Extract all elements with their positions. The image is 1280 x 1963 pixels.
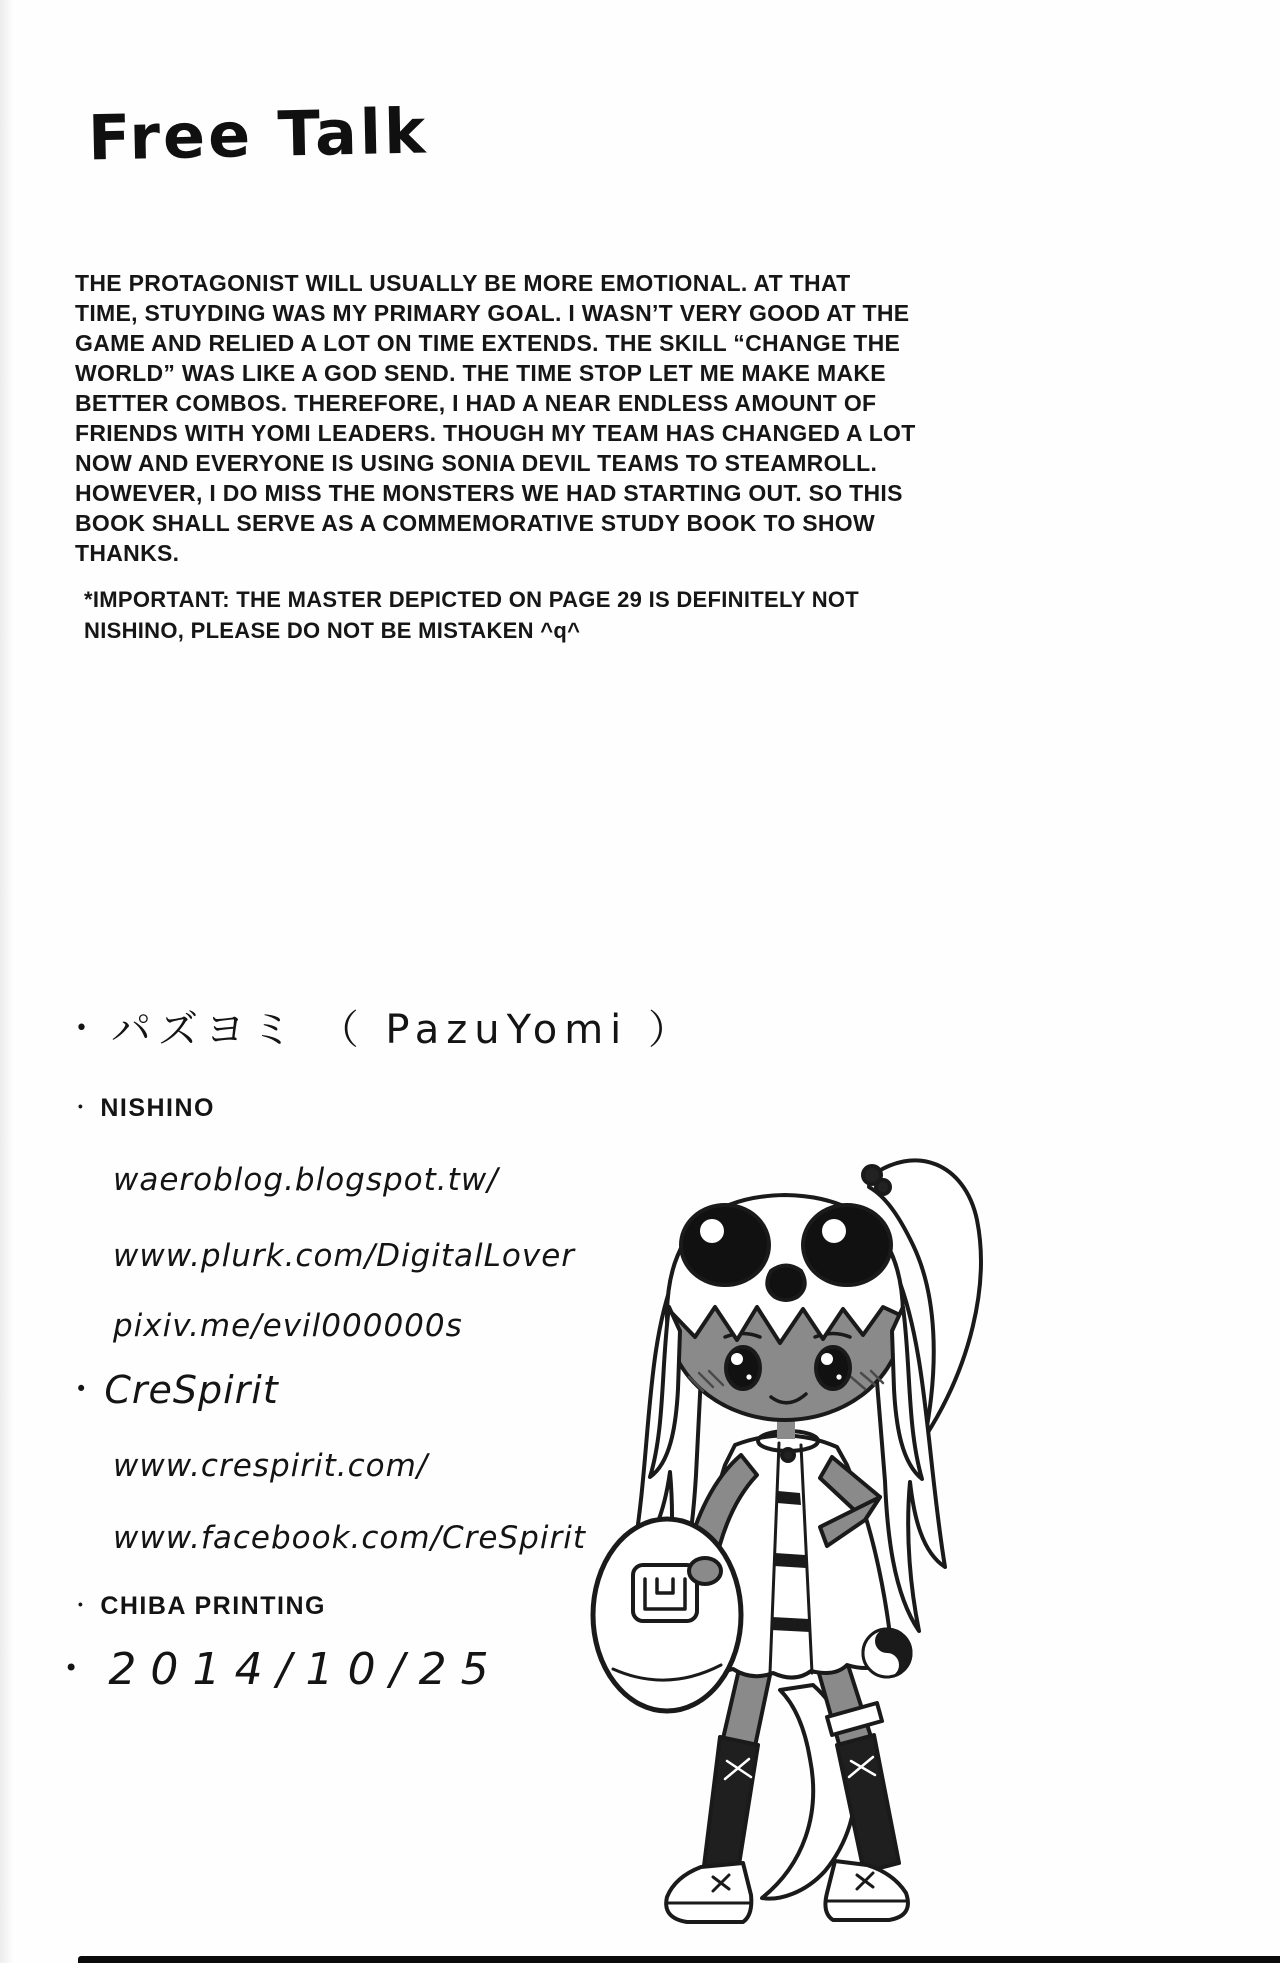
credit-url-blog: [113, 1162, 499, 1198]
bullet-dot-icon: •: [75, 1376, 89, 1401]
scan-edge-artifact: [78, 1956, 1280, 1963]
paragraph-line: NOW AND EVERYONE IS USING SONIA DEVIL TEAMS TO STEAMROLL.: [75, 450, 878, 476]
bullet-dot-icon: •: [78, 1099, 85, 1115]
paragraph-line: BOOK SHALL SERVE AS A COMMEMORATIVE STUDY BOOK TO SHOW THANKS.: [75, 510, 875, 566]
paragraph-line: WORLD” WAS LIKE A GOD SEND. THE TIME STOP LET ME MAKE MAKE: [75, 360, 886, 386]
credit-url-plurk: [113, 1238, 575, 1274]
credit-label: 2014/10/25: [108, 1644, 503, 1695]
credit-label: www.crespirit.com/: [113, 1448, 429, 1484]
paragraph-line: GAME AND RELIED A LOT ON TIME EXTENDS. THE SKILL “CHANGE THE: [75, 330, 901, 356]
panda-skull-hood: [667, 1195, 903, 1343]
egg-mascot: [593, 1519, 741, 1711]
credit-printer: [78, 1592, 326, 1621]
page-title: Free Talk: [87, 94, 430, 175]
free-talk-paragraph: [75, 268, 975, 568]
paragraph-line: TIME, STUYDING WAS MY PRIMARY GOAL. I WASN’T VERY GOOD AT THE: [75, 300, 910, 326]
credit-label: パズヨミ （ PazuYomi ）: [110, 1007, 695, 1053]
bullet-dot-icon: •: [78, 1597, 85, 1613]
credit-label: pixiv.me/evil000000s: [113, 1308, 463, 1344]
note-line: *IMPORTANT: THE MASTER DEPICTED ON PAGE 29 IS DEFINITELY NOT: [84, 587, 860, 612]
important-note: [84, 584, 924, 646]
bullet-dot-icon: •: [64, 1653, 93, 1682]
credit-date: [64, 1644, 503, 1695]
credit-url-facebook: [113, 1520, 586, 1556]
credit-label: www.plurk.com/DigitalLover: [113, 1238, 576, 1274]
paragraph-line: THE PROTAGONIST WILL USUALLY BE MORE EMOTIONAL. AT THAT: [75, 270, 851, 296]
credit-circle-name: [75, 998, 695, 1055]
yin-yang-icon: [863, 1629, 911, 1677]
credit-label: waeroblog.blogspot.tw/: [113, 1162, 499, 1198]
credit-label: NISHINO: [100, 1094, 216, 1122]
credit-label: CreSpirit: [104, 1368, 279, 1412]
paragraph-line: BETTER COMBOS. THEREFORE, I HAD A NEAR ENDLESS AMOUNT OF: [75, 390, 877, 416]
bullet-dot-icon: •: [75, 1016, 95, 1042]
credit-author-nishino: [78, 1094, 215, 1123]
credit-url-pixiv: [113, 1308, 463, 1344]
paragraph-line: HOWEVER, I DO MISS THE MONSTERS WE HAD STARTING OUT. SO THIS: [75, 480, 903, 506]
paragraph-line: FRIENDS WITH YOMI LEADERS. THOUGH MY TEAM HAS CHANGED A LOT: [75, 420, 916, 446]
credit-label: www.facebook.com/CreSpirit: [113, 1520, 586, 1556]
credit-url-crespirit: [113, 1448, 428, 1484]
credit-label: CHIBA PRINTING: [100, 1592, 326, 1620]
credit-crespirit: [75, 1368, 279, 1412]
chibi-character-illustration: [575, 1125, 1105, 1935]
note-line: NISHINO, PLEASE DO NOT BE MISTAKEN ^q^: [84, 618, 581, 643]
